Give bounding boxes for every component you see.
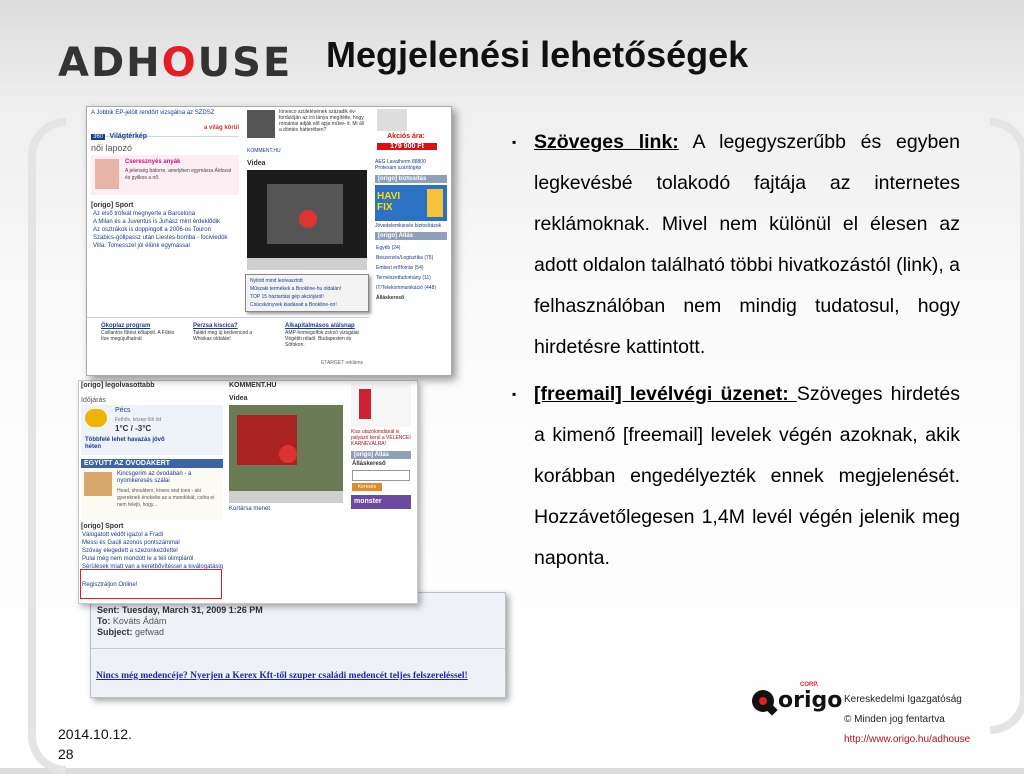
highlight-box <box>80 569 222 599</box>
sport-link[interactable]: Messi és Gaúli azonos pontszámmal <box>82 540 180 546</box>
right-column <box>349 381 413 513</box>
ionesco-box <box>245 107 369 147</box>
legolvasottabb-header: [origo] legolvasottabb <box>81 382 155 389</box>
footer-url[interactable]: http://www.origo.hu/adhouse <box>844 734 971 745</box>
sport-list <box>79 531 225 571</box>
video-controls[interactable] <box>247 258 367 270</box>
sport-link[interactable]: Válogatott védőt igazol a Fradi <box>82 532 164 538</box>
footer-info <box>844 690 970 750</box>
okosplaz-ad[interactable] <box>101 322 181 342</box>
perzsa-title[interactable]: Perzsa kiscica? <box>193 323 238 329</box>
top-sport-list <box>87 210 243 250</box>
top-news-link[interactable]: A Jobbik EP-jelölt rendőrt vizsgálna az SZDSZ <box>91 110 215 116</box>
footer-date <box>58 724 132 764</box>
bullet-icon: ▪ <box>512 135 517 149</box>
bullet-term: Szöveges link: <box>534 131 679 153</box>
bookline-box <box>245 274 369 312</box>
noi-box <box>91 155 239 195</box>
weather-snow-link[interactable]: Többfelé lehet havazás jövő héten <box>85 437 165 450</box>
play-icon[interactable] <box>299 210 317 228</box>
noi-lapozo-label[interactable]: női lapozó <box>91 143 133 153</box>
top-center-column <box>245 107 369 312</box>
noi-text: A jelenség bátorre, amelyben egymásra Áldozat és gyilkos a nő. <box>125 168 232 181</box>
top-sport-header: [origo] Sport <box>91 202 134 209</box>
origo-logo <box>752 682 843 713</box>
biztositas-header: [origo] biztosítás <box>375 175 447 183</box>
sun-cloud-icon <box>85 409 107 427</box>
page-title: Megjelenési lehetőségek <box>326 34 749 75</box>
decorative-frame-right <box>990 118 1024 734</box>
bullet-text: A legegyszerűbb és egyben legkevésbé tolakodó fajtája az internetes reklámoknak. Mivel nem különül el élesen az adott oldalon található többi hivatkozástól (link), a felhasználóban nem mindig tudatosul, hogy hirdetésre kattintott. <box>534 131 961 358</box>
vilag-link[interactable]: a világ körül <box>203 125 239 131</box>
sport-link[interactable]: Sérülések miatt van a keretbővítéssel a kiválogatásig <box>82 564 224 570</box>
komment-link[interactable]: KOMMENT.HU <box>247 148 281 154</box>
registration-link[interactable]: Regisztráljon Online! <box>82 582 138 588</box>
top-right-column <box>373 107 449 303</box>
email-header <box>97 599 263 638</box>
video-caption[interactable]: Kortársa menet <box>229 506 271 512</box>
content-text <box>512 122 960 585</box>
top-allas-header: [origo] Állás <box>375 232 447 240</box>
akcios-label: Akciós ára: <box>387 133 425 140</box>
play-icon[interactable] <box>279 445 297 463</box>
allas-item[interactable]: Beszerzés/Logisztika (75) <box>376 255 434 261</box>
csucskonyvek-link[interactable]: Csúcskönyvek kiadásait a Bookline-on! <box>250 302 337 308</box>
vilagterkep-title[interactable]: Világtérkép <box>109 133 148 140</box>
origo-corp-label: CORP. <box>800 682 819 688</box>
sport-link[interactable]: Szabics-góllpassz után Liestes-bomba - fociviedók <box>93 235 228 241</box>
date-text: 2014.10.12. <box>58 726 132 742</box>
havifix-ad[interactable] <box>375 185 447 221</box>
origo-badge: 360 <box>93 134 104 140</box>
monster-banner[interactable]: monster <box>351 495 411 509</box>
allaskereso-label: Álláskereső <box>352 461 386 467</box>
ovoda-text: Head, shoulders, knees and toes - aki gyereknek énekelte az a mondókát, csiha ei nem felejti, hogy... <box>117 488 215 508</box>
sport-header: [origo] Sport <box>81 523 124 530</box>
kiss-ad[interactable]: Kiss utazókirodánál is pályázó kerül a VELENCEI KARNEVÁLRA! <box>351 429 411 447</box>
allas-item[interactable]: Emberi erőforrás (54) <box>376 265 424 271</box>
noi-title[interactable]: Cseresznyés anyák <box>125 159 181 165</box>
etarget-label: ETARGET rekláms <box>320 360 363 366</box>
sport-link[interactable]: Az első trófeát megnyerte a Barcelona <box>93 211 196 217</box>
bullet-icon: ▪ <box>512 387 517 401</box>
origo-page-screenshot <box>78 380 418 604</box>
top-video-player[interactable] <box>247 170 367 270</box>
footer-line2: © Minden jog fentartva <box>844 714 945 725</box>
email-ad-link[interactable]: Nincs még medencéje? Nyerjen a Kerex Kft-től szuper családi medencét teljes felszereléssel! <box>96 671 468 681</box>
bullet-text: Szöveges hirdetés a kimenő [freemail] levelek végén azoknak, akik korábban engedélyezték ennek megjelenését. Hozzávetőlegesen 1,4M levél végén jelenik meg naponta. <box>534 383 960 569</box>
video-label: Videa <box>229 395 248 402</box>
page-number: 28 <box>58 746 74 762</box>
subject-label: Subject: <box>97 627 133 637</box>
left-column <box>79 381 225 589</box>
top-left-column <box>87 107 243 250</box>
sport-link[interactable]: A Milan és a Juventus is Juhász mint érdeklődik <box>93 219 221 225</box>
okosplaz-text: Csillantós fűtést kőlapolt. A Fűtés tíze megújulhatnál <box>101 330 175 342</box>
search-button[interactable]: Keresés <box>352 483 382 491</box>
center-column <box>227 381 345 513</box>
allas-header: [origo] Állás <box>351 451 411 459</box>
sent-label: Sent: <box>97 605 120 615</box>
top-allaskereso-label: Álláskereső <box>376 295 405 301</box>
sport-link[interactable]: Villa: Tomesszel jól élünk egymással <box>93 243 190 249</box>
ad-image[interactable] <box>351 383 411 427</box>
origo-page-screenshot-top <box>86 106 452 376</box>
kids-image <box>84 472 112 496</box>
footer-line1: Kereskedelmi Igazgatóság <box>844 694 962 705</box>
sent-value: Tuesday, March 31, 2009 1:26 PM <box>122 605 263 615</box>
adhouse-logo: ADHOUSE <box>58 40 293 86</box>
bullet-term: [freemail] levélvégi üzenet: <box>534 383 797 405</box>
dryer-image <box>377 109 407 131</box>
person-image <box>359 389 371 419</box>
perzsa-ad[interactable] <box>193 322 271 342</box>
akcios-ad[interactable] <box>373 107 449 157</box>
havifix-text: HAVI FIX <box>377 191 401 213</box>
alkapitel-title[interactable]: Alkapitalmásos alálsnap <box>285 323 355 329</box>
video-player[interactable] <box>229 405 343 503</box>
perzsa-text: Találd meg új kedvenced a Whiskas oldalán! <box>193 330 253 342</box>
weather-sub: Felhős, közep 6öl öd <box>115 417 162 423</box>
vilagterkep-bar <box>91 125 239 140</box>
origo-wordmark: origo <box>778 688 843 713</box>
origo-mark-icon <box>752 690 774 712</box>
akcios-price: 179 900 Ft <box>377 143 437 150</box>
subject-value: gefwad <box>135 627 165 637</box>
portrait-image <box>247 110 275 138</box>
alkapitel-text: AMP-homegolfok zsírzó vizsgálat Végétiti rélaól. Budapesten és Sófokon. <box>285 330 359 348</box>
email-divider <box>91 648 505 649</box>
weather-temp: 1°C / -3°C <box>115 424 152 433</box>
allas-list <box>373 243 449 293</box>
job-search-input[interactable] <box>352 470 410 481</box>
weather-header: Időjárás <box>81 397 106 404</box>
worker-image <box>427 189 443 217</box>
email-screenshot <box>90 592 506 698</box>
ionesco-text: Ionesco születésének századik év- fordulóján az író lánya megítélte, hogy romániai adják elő apja műve- it. Mi áll a döntés hátterében? <box>279 109 365 133</box>
komment-label: KOMMENT.HU <box>229 382 277 389</box>
nyitott-link[interactable]: Nyitott mind leolvasztott <box>250 278 303 284</box>
okosplaz-title[interactable]: Ökoplaz program <box>101 323 151 329</box>
jovedelem-link[interactable]: Jövedelemkiesés biztosítások <box>375 223 442 229</box>
allas-item[interactable]: IT/Telekommunikáció (448) <box>376 285 437 291</box>
sport-link[interactable]: Pulai még nem mondott le a téli olimpiáról <box>82 556 194 562</box>
egyutt-header: EGYÜTT AZ ÓVODÁKERT <box>81 459 223 468</box>
weather-box <box>81 405 223 455</box>
bullet-item <box>512 374 960 579</box>
woman-image <box>95 159 119 189</box>
ovoda-title[interactable]: Kincsgerim az óvodában - a nyomkeresés szálai <box>117 471 192 484</box>
top-video-label: Videa <box>247 160 266 167</box>
weather-city[interactable]: Pécs <box>115 407 131 414</box>
ovoda-box <box>81 468 223 520</box>
bookline-link[interactable]: Műszaki termékek a Bookline-hu oldalán! <box>250 286 342 292</box>
alkapitel-ad[interactable] <box>285 322 367 348</box>
to-label: To: <box>97 616 111 626</box>
decorative-frame-left <box>28 118 66 774</box>
allas-item[interactable]: Egyéb (24) <box>376 245 401 251</box>
video-controls[interactable] <box>229 491 343 503</box>
top-bottom-ads <box>87 317 369 374</box>
allas-item[interactable]: Természettudomány (11) <box>376 275 431 281</box>
sport-link[interactable]: Szövay elegedett a szezonkezdettel <box>82 548 178 554</box>
top15-link[interactable]: TOP 15 háztartási gép akciójáról! <box>250 294 324 300</box>
sport-link[interactable]: Az osztrákok is doppingolt a 2006-os Touron <box>93 227 211 233</box>
aeg-link[interactable]: AEG Lavatherm 88800 Protexam szárítógép <box>375 159 426 171</box>
to-value: Kováts Ádám <box>112 616 167 626</box>
bullet-item <box>512 122 960 368</box>
